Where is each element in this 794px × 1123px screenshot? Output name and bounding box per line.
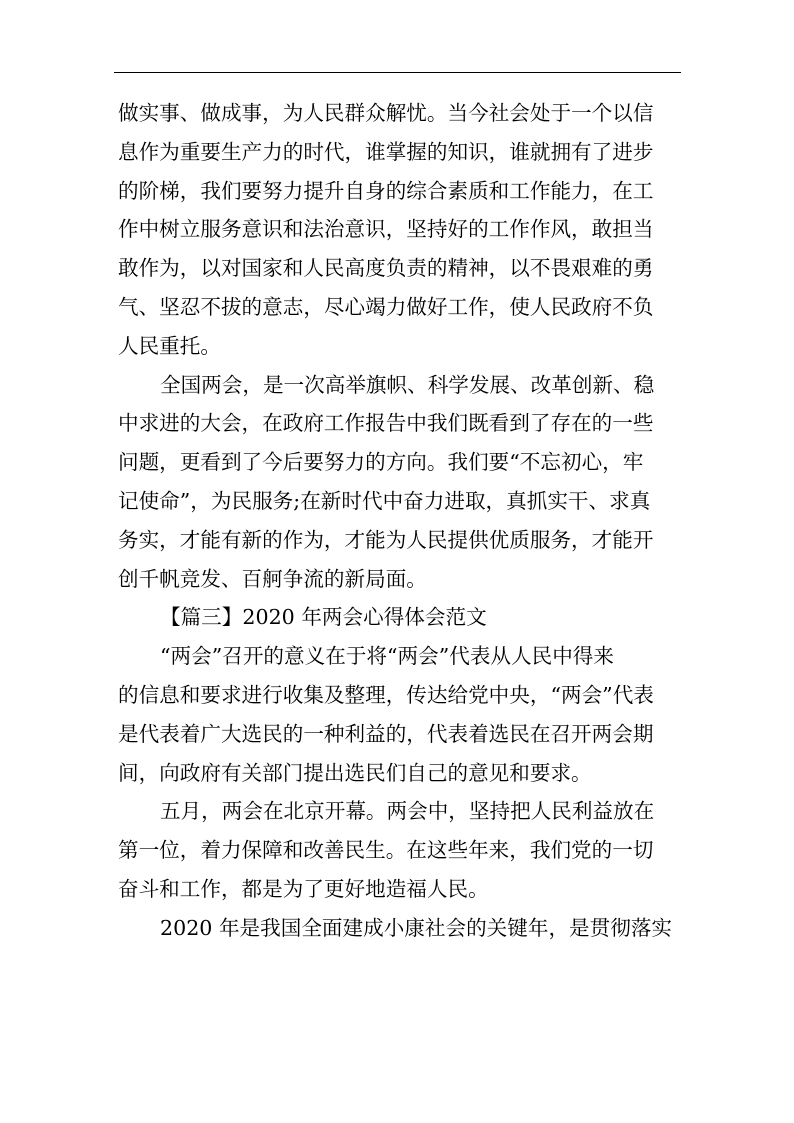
text-line: 做实事、做成事，为人民群众解忧。当今社会处于一个以信 — [118, 101, 654, 125]
text-line: 问题，更看到了今后要努力的方向。我们要“不忘初心，牢 — [118, 450, 644, 475]
text-line: 息作为重要生产力的时代，谁掌握的知识，谁就拥有了进步 — [118, 139, 654, 164]
section-heading: 【篇三】2020 年两会心得体会范文 — [160, 605, 487, 630]
text-line: 五月，两会在北京开幕。两会中，坚持把人民利益放在 — [160, 799, 655, 824]
text-line: 奋斗和工作，都是为了更好地造福人民。 — [118, 876, 489, 901]
text-line: 间，向政府有关部门提出选民们自己的意见和要求。 — [118, 760, 592, 785]
text-line: 记使命”，为民服务;在新时代中奋力进取，真抓实干、求真 — [118, 488, 651, 513]
document-body — [118, 94, 678, 948]
text-line: 全国两会，是一次高举旗帜、科学发展、改革创新、稳 — [160, 372, 655, 397]
text-line: 中求进的大会，在政府工作报告中我们既看到了存在的一些 — [118, 411, 654, 436]
text-line: 气、坚忍不拔的意志，尽心竭力做好工作，使人民政府不负 — [118, 294, 654, 319]
header-rule — [114, 72, 681, 73]
text-line: 敢作为，以对国家和人民高度负责的精神，以不畏艰难的勇 — [118, 256, 654, 281]
text-line: 的阶梯，我们要努力提升自身的综合素质和工作能力，在工 — [118, 178, 654, 203]
text-line: 是代表着广大选民的一种利益的，代表着选民在召开两会期 — [118, 721, 654, 746]
text-line: 的信息和要求进行收集及整理，传达给党中央，“两会”代表 — [118, 682, 654, 707]
text-line: 务实，才能有新的作为，才能为人民提供优质服务，才能开 — [118, 527, 654, 552]
text-line: 创千帆竞发、百舸争流的新局面。 — [118, 566, 427, 591]
text-line: “两会”召开的意义在于将“两会”代表从人民中得来 — [160, 644, 614, 669]
text-line: 2020 年是我国全面建成小康社会的关键年，是贯彻落实 — [160, 915, 673, 940]
text-line: 人民重托。 — [118, 333, 221, 358]
text-line: 第一位，着力保障和改善民生。在这些年来，我们党的一切 — [118, 838, 654, 863]
text-line: 作中树立服务意识和法治意识，坚持好的工作作风，敢担当 — [118, 217, 654, 242]
